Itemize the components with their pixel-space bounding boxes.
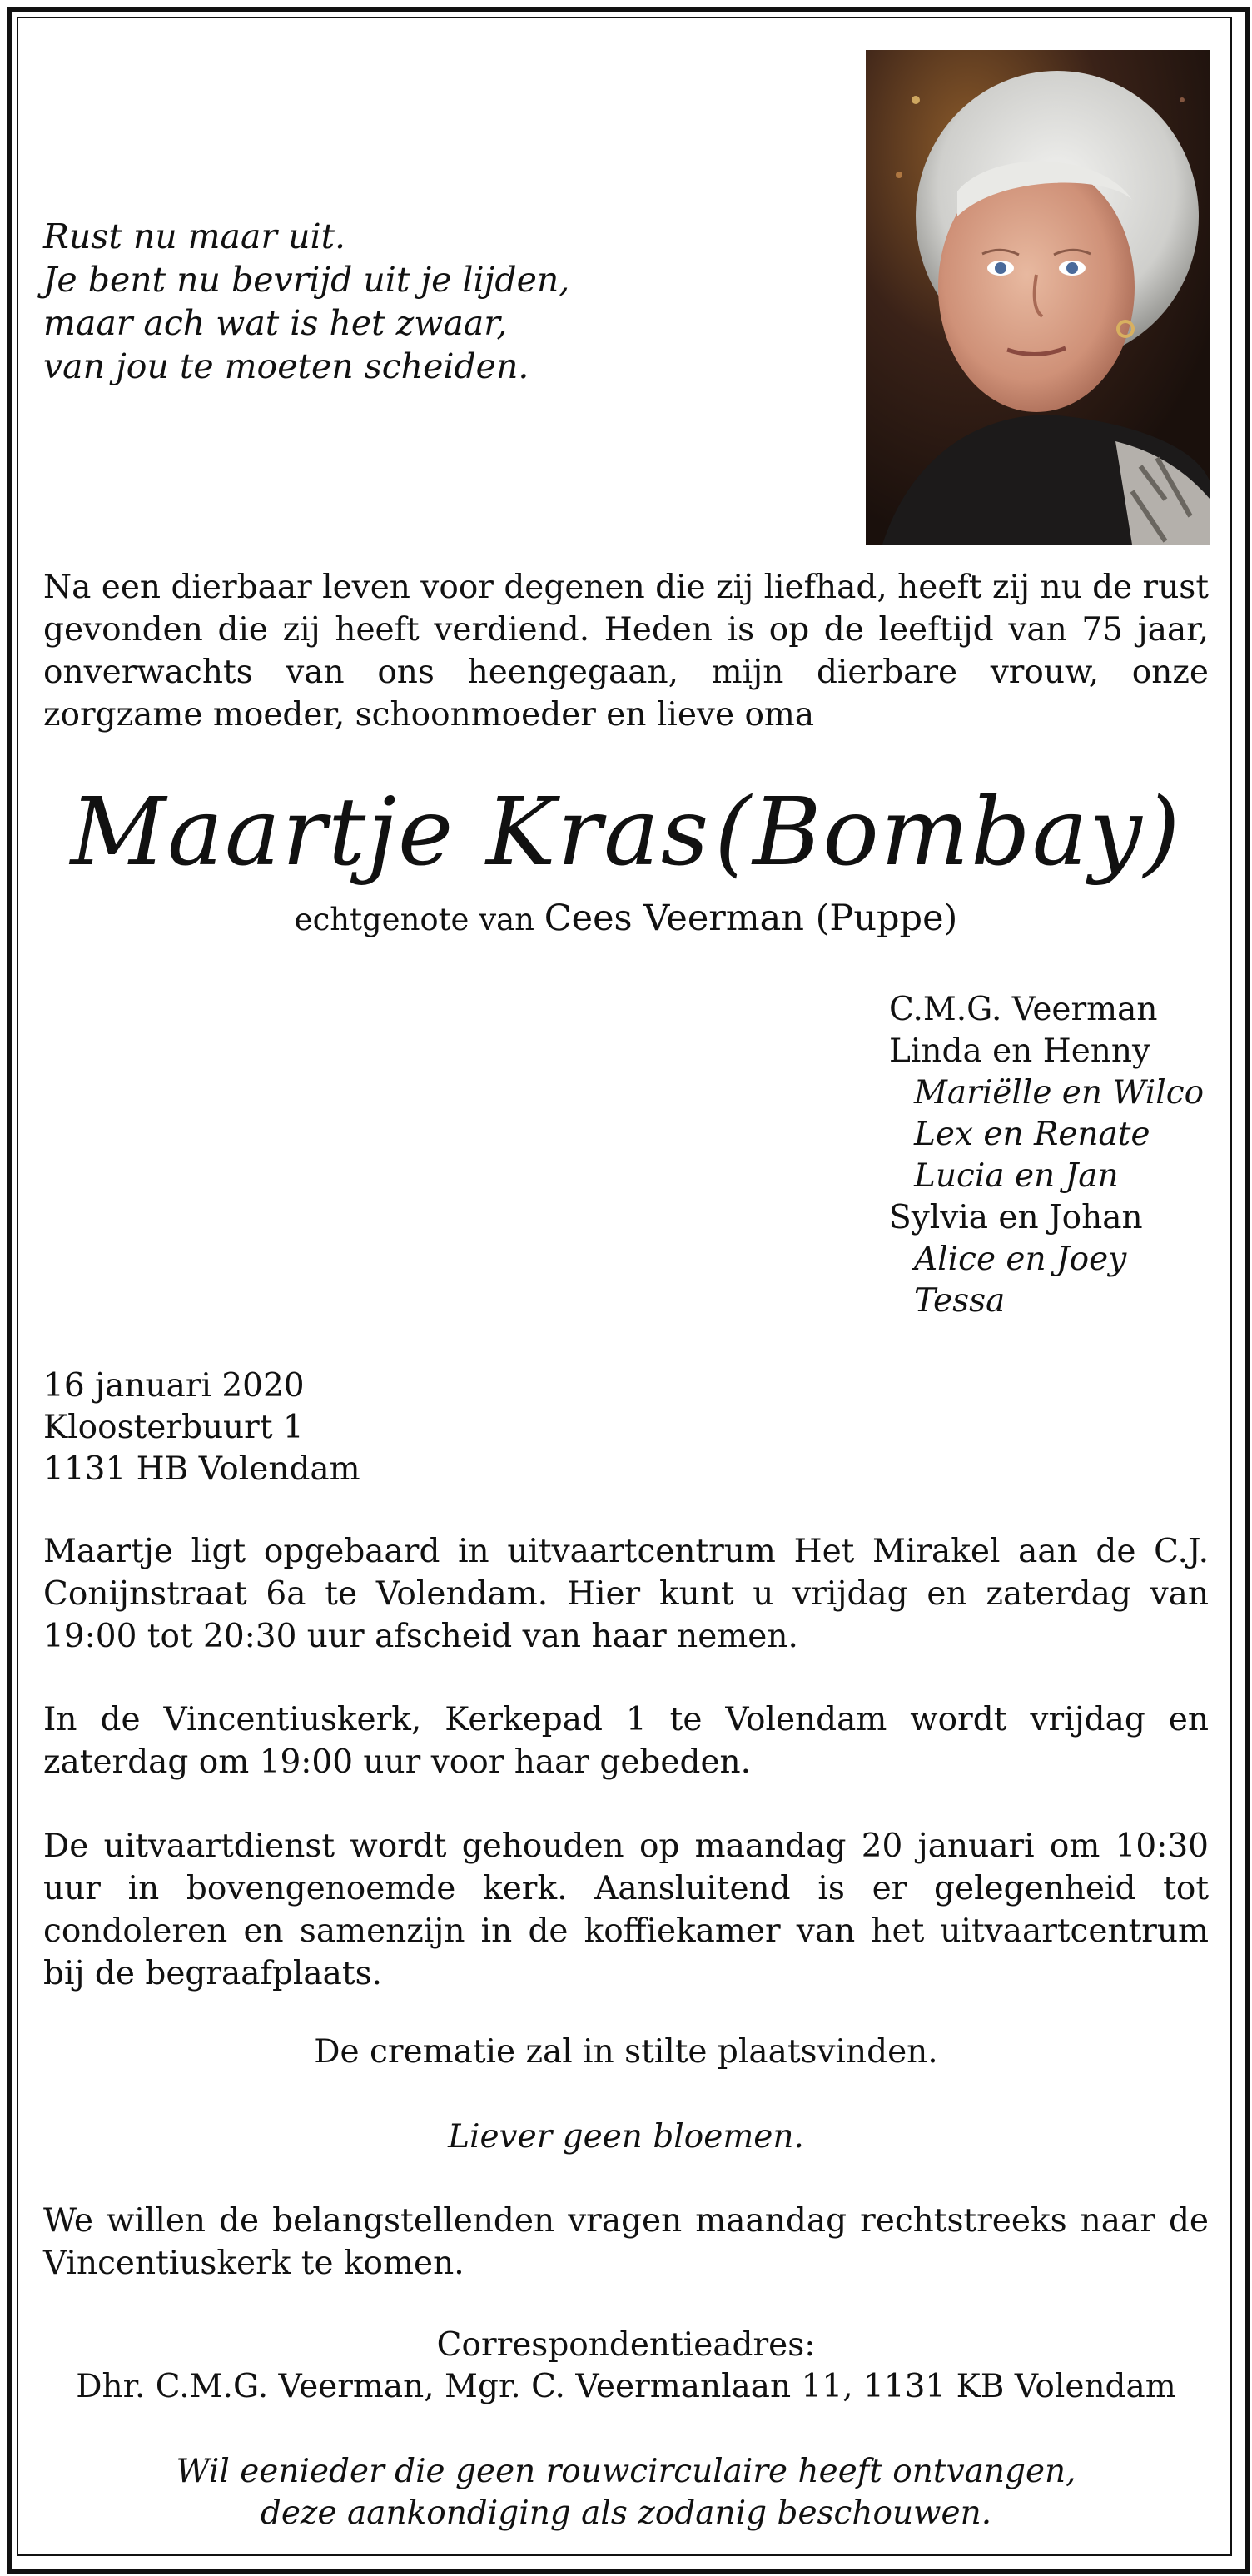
home-address <box>43 1365 360 1490</box>
spouse-prefix: echtgenote van <box>294 902 534 937</box>
family-list <box>889 989 1204 1322</box>
poem-line: maar ach wat is het zwaar, <box>43 303 508 343</box>
prayer-paragraph: In de Vincentiuskerk, Kerkepad 1 te Volendam wordt vrijdag en zaterdag om 19:00 uur voor haar gebeden. <box>43 1701 1209 1781</box>
request-paragraph: We willen de belangstellenden vragen maandag rechtstreeks naar de Vincentiuskerk te komen. <box>43 2202 1209 2282</box>
announcement-date: 16 januari 2020 <box>43 1367 305 1405</box>
deceased-name-block <box>0 774 1252 891</box>
closing-line: deze aankondiging als zodanig beschouwen. <box>260 2494 992 2532</box>
viewing-paragraph: Maartje ligt opgebaard in uitvaartcentrum Het Mirakel aan de C.J. Conijnstraat 6a te Volendam. Hier kunt u vrijdag en zaterdag van 19:00 tot 20:30 uur afscheid van haar nemen. <box>43 1533 1209 1655</box>
closing-line: Wil eenieder die geen rouwcirculaire heeft ontvangen, <box>176 2453 1076 2490</box>
family-member: Alice en Joey <box>914 1241 1127 1278</box>
family-member: C.M.G. Veerman <box>889 991 1158 1028</box>
address-street: Kloosterbuurt 1 <box>43 1409 304 1446</box>
family-member: Linda en Henny <box>889 1032 1151 1070</box>
service-paragraph: De uitvaartdienst wordt gehouden op maandag 20 januari om 10:30 uur in bovengenoemde kerk. Aansluitend is er gelegenheid tot condoleren en samenzijn in de koffiekamer van het uitvaartcentrum bij de begraafplaats. <box>43 1828 1209 1992</box>
flowers-note: Liever geen bloemen. <box>448 2118 804 2156</box>
spouse-name: Cees Veerman (Puppe) <box>544 898 958 939</box>
family-member: Lex en Renate <box>914 1116 1150 1153</box>
correspondence-block <box>0 2325 1252 2408</box>
address-city: 1131 HB Volendam <box>43 1450 360 1488</box>
poem <box>43 215 569 388</box>
family-member: Lucia en Jan <box>914 1157 1119 1195</box>
family-member: Mariëlle en Wilco <box>914 1074 1205 1111</box>
cremation-note: De crematie zal in stilte plaatsvinden. <box>314 2033 938 2071</box>
correspondence-address: Dhr. C.M.G. Veerman, Mgr. C. Veermanlaan 11, 1131 KB Volendam <box>76 2368 1176 2405</box>
correspondence-label: Correspondentieadres: <box>436 2326 816 2364</box>
deceased-name: Maartje Kras <box>70 778 711 887</box>
family-member: Sylvia en Johan <box>889 1199 1143 1236</box>
portrait-photo <box>866 50 1210 545</box>
poem-line: Rust nu maar uit. <box>43 216 346 256</box>
poem-line: Je bent nu bevrijd uit je lijden, <box>43 260 570 300</box>
deceased-nickname: (Bombay) <box>714 778 1182 887</box>
closing-note <box>0 2451 1252 2534</box>
intro-paragraph: Na een dierbaar leven voor degenen die zij liefhad, heeft zij nu de rust gevonden die zij heeft verdiend. Heden is op de leeftijd van 75 jaar, onverwachts van ons heengegaan, mijn dierbare vrouw, onze zorgzame moeder, schoonmoeder en lieve oma <box>43 569 1209 734</box>
family-member: Tessa <box>914 1282 1006 1320</box>
spouse-line <box>0 898 1252 941</box>
poem-line: van jou te moeten scheiden. <box>43 346 529 386</box>
